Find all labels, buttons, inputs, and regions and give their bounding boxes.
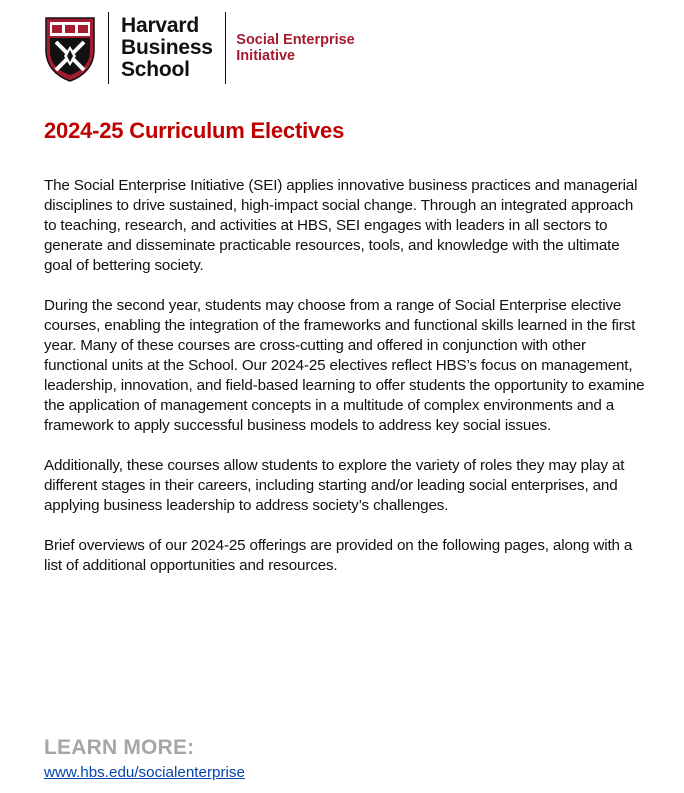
sei-wordmark-line: Social Enterprise — [236, 32, 355, 48]
hbs-wordmark-line: Business — [121, 36, 213, 59]
paragraph-second-year: During the second year, students may choose from a range of Social Enterprise elective courses, enabling the integration of the frameworks and functional skills learned in the first year. Many of these courses are cross-cutting and offered in conjunction with other functional units at the School. Our 2024-25 electives reflect HBS’s focus on management, leadership, innovation, and field-based learning to offer students the opportunity to examine the application of management concepts in a multitude of complex environments and a framework to apply successful business models to address key social issues. — [44, 297, 645, 434]
page-title: 2024-25 Curriculum Electives — [44, 118, 345, 143]
logo-divider — [225, 12, 227, 84]
header-logo-lockup — [44, 12, 355, 86]
social-enterprise-link[interactable]: www.hbs.edu/socialenterprise — [44, 764, 245, 781]
body-text — [44, 176, 648, 596]
learn-more-heading: LEARN MORE: — [44, 736, 195, 759]
hbs-wordmark-line: Harvard — [121, 14, 199, 37]
paragraph-additionally: Additionally, these courses allow students to explore the variety of roles they may play at different stages in their careers, including starting and/or leading social enterprises, and applying business leadership to address society’s challenges. — [44, 457, 625, 514]
hbs-wordmark-line: School — [121, 58, 190, 81]
paragraph-intro: The Social Enterprise Initiative (SEI) applies innovative business practices and managerial disciplines to drive sustained, high-impact social change. Through an integrated approach to teaching, research, and activities at HBS, SEI engages with leaders in all sectors to generate and disseminate practicable resources, tools, and knowledge with the ultimate goal of bettering society. — [44, 177, 638, 274]
hbs-shield-logo — [44, 16, 96, 82]
paragraph-overviews: Brief overviews of our 2024-25 offerings are provided on the following pages, along with a list of additional opportunities and resources. — [44, 537, 633, 574]
sei-wordmark-line: Initiative — [236, 48, 296, 64]
hbs-wordmark — [108, 12, 213, 84]
sei-wordmark — [236, 12, 354, 84]
